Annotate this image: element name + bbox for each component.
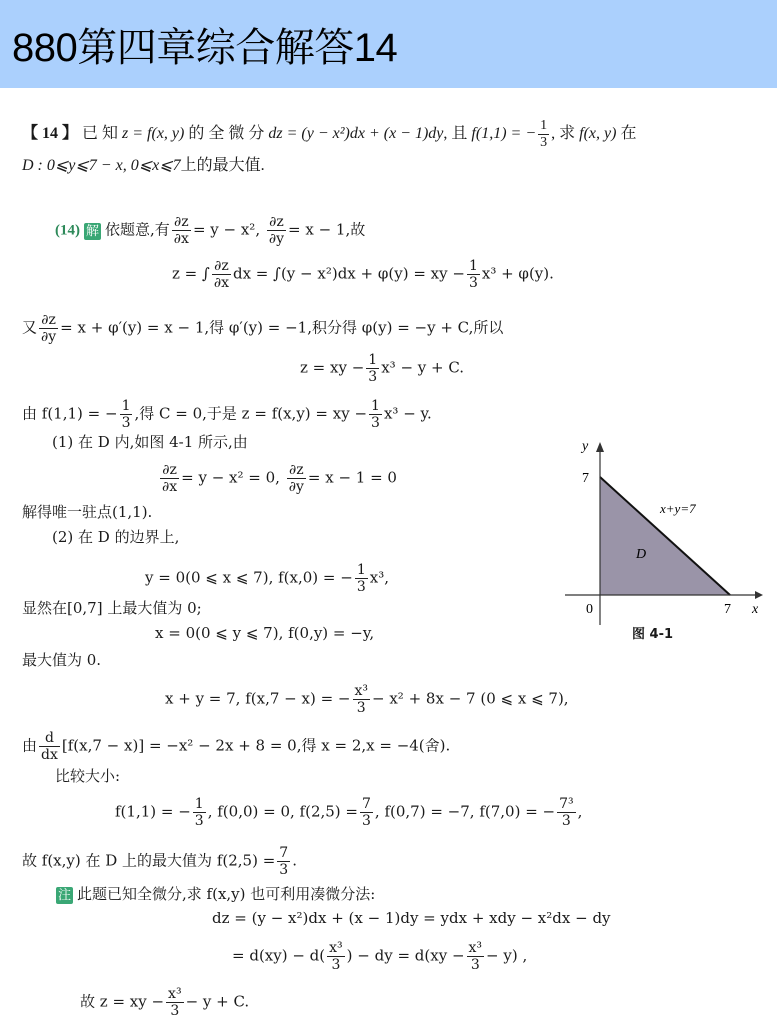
text: 上的最大值. [180,157,265,174]
equation: z = f(x, y) [122,125,185,143]
text: 又 [22,318,38,337]
fraction [287,462,306,495]
solution-line-3 [22,312,503,345]
equation: z = xy − [300,358,365,377]
equation: x³ + φ(y). [481,264,554,283]
equation: x + y = 7, f(x,7 − x) = − [165,689,351,708]
numerator: ∂z [287,462,306,479]
equation: 故 z = xy − [80,992,165,1011]
equation: y = 0(0 ⩽ x ⩽ 7), f(x,0) = − [145,568,353,587]
note-eq-1: dz = (y − x²)dx + (x − 1)dy = ydx + xdy − x²dx − dy [212,909,611,927]
equation: − y + C. [185,992,250,1011]
denominator: ∂x [173,231,189,247]
text: 由 [22,736,38,755]
denominator: ∂x [162,479,178,495]
numerator: ∂z [212,258,231,275]
equation: = x + φ′(y) = x − 1,得 φ′(y) = −1,积分得 φ(y) = −y + C,所以 [60,318,504,337]
fraction [39,312,58,345]
text: 已 知 [82,125,119,143]
equation: f(1,1) = − [471,125,537,143]
equation: − x² + 8x − 7 (0 ⩽ x ⩽ 7), [372,689,569,708]
note-badge: 注 [58,888,72,903]
equation: ) − dy = d(xy − [346,946,465,965]
x-label: x [752,602,759,617]
equation: x³ − y. [383,404,432,423]
equation: ,得 C = 0,于是 z = f(x,y) = xy − [134,404,368,423]
numerator: x³ [354,683,369,699]
note-final [80,986,249,1019]
origin-label: 0 [586,602,593,617]
boundary-2: x = 0(0 ⩽ y ⩽ 7), f(0,y) = −y, [155,624,375,642]
numerator: 1 [194,796,204,812]
compare-values [115,796,582,829]
numerator: x³ [468,940,483,956]
part-1-equation [158,462,397,495]
figure-caption: 图 4-1 [632,627,674,642]
equation: , f(0,0) = 0, f(2,5) = [207,802,358,821]
text: 此题已知全微分,求 f(x,y) 也可利用凑微分法: [77,885,376,903]
denominator: 3 [194,813,204,829]
figure-4-1 [560,430,770,650]
header-bar [0,0,777,88]
problem-line-1 [22,118,636,151]
part-1-heading: (1) 在 D 内,如图 4-1 所示,由 [52,433,248,451]
denominator: 3 [279,862,289,878]
fraction [369,398,382,431]
boundary-1-note: 显然在[0,7] 上最大值为 0; [22,599,202,617]
equation: = x − 1 = 0 [307,468,397,487]
fraction [39,730,60,763]
solution-badge: 解 [86,223,100,239]
region-label: D [636,547,647,562]
equation: x³ − y + C. [381,358,465,377]
derivative-line [22,730,450,763]
equation: = y − x², [192,220,265,239]
numerator: 7 [279,845,289,861]
denominator: ∂y [41,329,57,345]
numerator: 1 [540,118,548,133]
denominator: ∂y [268,231,285,247]
fraction [557,796,576,829]
equation: D : 0⩽y⩽7 − x, 0⩽x⩽7 [22,157,181,174]
fraction [277,845,290,878]
fraction [353,683,371,716]
text: , 且 [443,125,468,143]
fraction [160,462,179,495]
solution-line-4 [300,352,464,385]
denominator: 3 [362,813,371,829]
denominator: 3 [470,957,480,973]
x-axis-arrow-icon [755,591,763,599]
denominator: 3 [356,579,366,595]
fraction [212,258,231,291]
equation: , f(0,7) = −7, f(7,0) = − [374,802,556,821]
line-label: x+y=7 [660,501,696,516]
numerator: 1 [468,258,478,274]
numerator: x³ [168,986,182,1002]
page-title: 880第四章综合解答14 [12,26,398,70]
numerator: 1 [368,352,378,368]
numerator: 1 [371,398,380,414]
denominator: 3 [540,135,548,150]
text: 的 全 微 分 [188,125,265,143]
note-eq-2 [232,940,527,973]
text: 依题意,有 [105,220,170,239]
fraction [120,398,133,431]
boundary-3 [165,683,569,716]
problem-number: 【 14 】 [22,125,79,143]
fraction [172,214,191,247]
text: 在 [620,125,637,143]
denominator: 3 [468,275,478,291]
equation: = d(xy) − d( [232,946,326,965]
numerator: ∂z [172,214,191,231]
equation: f(x, y) [579,125,617,143]
numerator: 1 [356,562,366,578]
part-2-heading: (2) 在 D 的边界上, [52,528,180,546]
equation: 故 f(x,y) 在 D 上的最大值为 f(2,5) = [22,851,276,870]
note-line-1 [52,884,375,904]
boundary-1 [145,562,389,595]
equation: = x − 1,故 [288,220,366,239]
fraction [267,214,286,247]
equation: dx = ∫(y − x²)dx + φ(y) = xy − [232,264,465,283]
equation: 由 f(1,1) = − [22,404,118,423]
denominator: 3 [331,957,341,973]
denominator: 3 [561,813,571,829]
equation: dz = (y − x²)dx + (x − 1)dy [268,125,444,143]
solution-label: (14) [55,222,80,239]
y-label: y [582,439,589,454]
numerator: x³ [329,940,343,956]
numerator: 7³ [559,796,574,812]
numerator: ∂z [160,462,179,479]
fraction [193,796,206,829]
fraction [327,940,345,973]
denominator: ∂x [213,275,229,291]
solution-line-2 [172,258,554,291]
text: , 求 [551,125,576,143]
denominator: dx [41,747,58,763]
numerator: d [39,730,60,747]
equation: , [577,802,583,821]
denominator: 3 [368,369,378,385]
equation: = y − x² = 0, [181,468,285,487]
numerator: ∂z [267,214,286,231]
fraction [538,118,549,151]
boundary-2-note: 最大值为 0. [22,651,102,669]
text: . [292,851,297,870]
y-tick: 7 [582,471,589,486]
numerator: 1 [121,398,131,414]
fraction [467,258,480,291]
numerator: 7 [362,796,371,812]
conclusion [22,845,297,878]
part-1-result: 解得唯一驻点(1,1). [22,503,153,521]
fraction [366,352,379,385]
fraction [360,796,373,829]
denominator: 3 [121,415,131,431]
problem-line-2 [22,156,265,176]
denominator: 3 [170,1003,180,1019]
x-tick: 7 [724,602,731,617]
y-axis-arrow-icon [596,442,604,452]
solution-line-5 [22,398,432,431]
fraction [355,562,368,595]
equation: f(1,1) = − [115,802,191,821]
equation: − y) , [486,946,528,965]
solution-line-1 [55,214,365,247]
denominator: 3 [356,700,366,716]
compare-heading: 比较大小: [55,767,121,785]
fraction [467,940,485,973]
equation: x³, [369,568,389,587]
equation: [f(x,7 − x)] = −x² − 2x + 8 = 0,得 x = 2,x = −4(舍). [61,736,451,755]
equation: z = ∫ [172,264,210,283]
numerator: ∂z [39,312,58,329]
fraction [166,986,184,1019]
denominator: 3 [371,415,380,431]
denominator: ∂y [288,479,304,495]
